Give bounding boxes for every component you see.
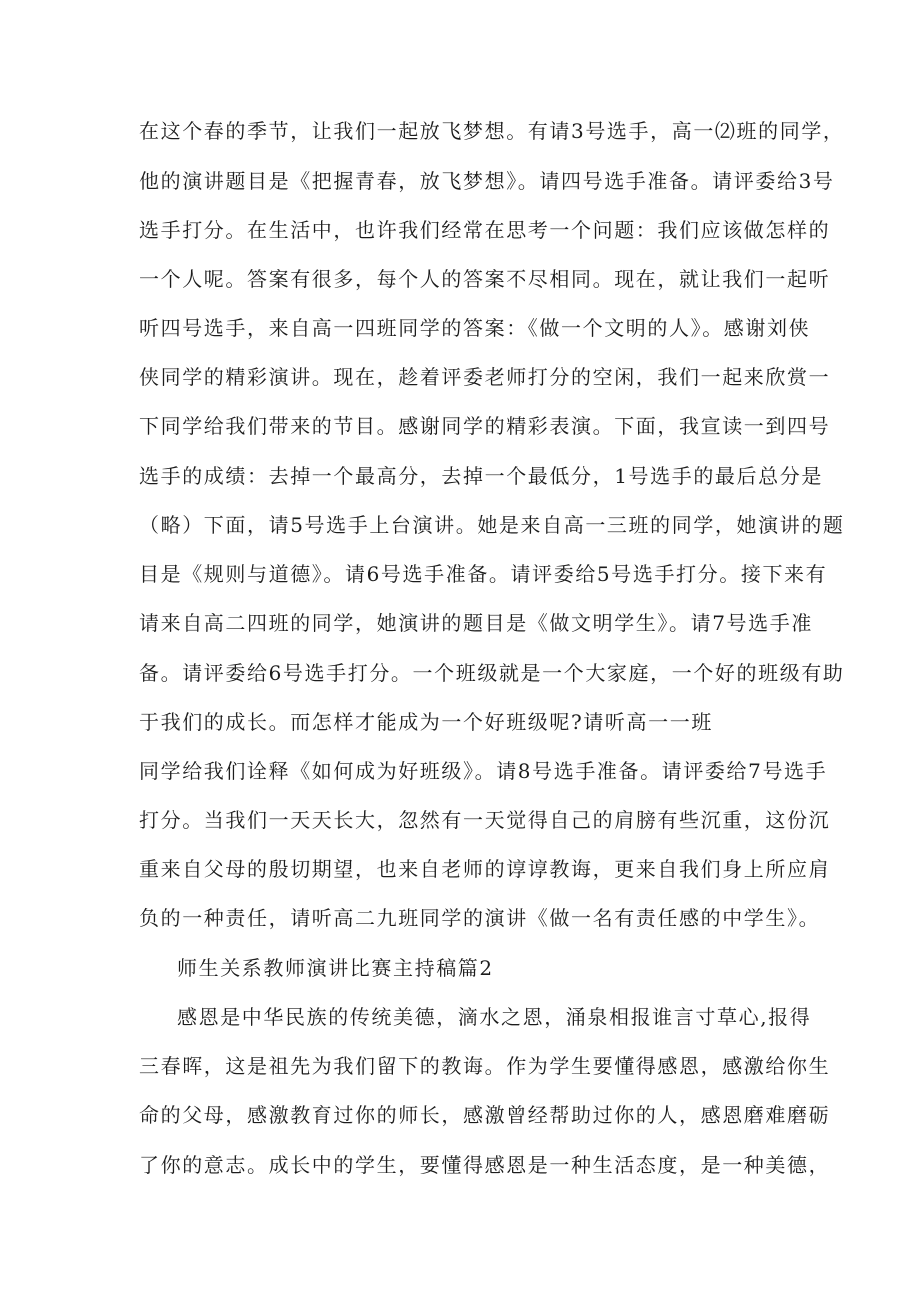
text-line: 下同学给我们带来的节目。感谢同学的精彩表演。下面，我宣读一到四号: [139, 414, 831, 438]
text-line: 选手打分。在生活中，也许我们经常在思考一个问题：我们应该做怎样的: [139, 218, 831, 242]
text-line: 感恩是中华民族的传统美德，滴水之恩，涌泉相报谁言寸草心,报得: [177, 1005, 812, 1029]
text-line: 同学给我们诠释《如何成为好班级》。请8号选手准备。请评委给7号选手: [139, 759, 828, 783]
text-line: 打分。当我们一天天长大，忽然有一天觉得自己的肩膀有些沉重，这份沉: [139, 808, 831, 832]
text-line: 备。请评委给6号选手打分。一个班级就是一个大家庭，一个好的班级有助: [139, 661, 845, 685]
text-line: 重来自父母的殷切期望，也来自老师的谆谆教诲，更来自我们身上所应肩: [139, 857, 831, 881]
section-heading: 师生关系教师演讲比赛主持稿篇2: [177, 956, 494, 980]
text-line: 目是《规则与道德》。请6号选手准备。请评委给5号选手打分。接下来有: [139, 562, 828, 586]
text-line: 在这个春的季节，让我们一起放飞梦想。有请3号选手，高一⑵班的同学，: [139, 119, 845, 143]
text-line: 于我们的成长。而怎样才能成为一个好班级呢?请听高一一班: [139, 710, 713, 734]
text-line: （略）下面，请5号选手上台演讲。她是来自高一三班的同学，她演讲的题: [139, 513, 845, 537]
text-line: 他的演讲题目是《把握青春，放飞梦想》。请四号选手准备。请评委给3号: [139, 169, 835, 193]
text-line: 侠同学的精彩演讲。现在，趁着评委老师打分的空闲，我们一起来欣赏一: [139, 365, 831, 389]
text-line: 命的父母，感激教育过你的师长，感激曾经帮助过你的人，感恩磨难磨砺: [139, 1103, 831, 1127]
text-line: 负的一种责任，请听高二九班同学的演讲《做一名有责任感的中学生》。: [139, 906, 821, 930]
text-line: 一个人呢。答案有很多，每个人的答案不尽相同。现在，就让我们一起听: [139, 267, 831, 291]
text-line: 选手的成绩：去掉一个最高分，去掉一个最低分，1号选手的最后总分是: [139, 464, 823, 488]
text-line: 了你的意志。成长中的学生，要懂得感恩是一种生活态度，是一种美德，: [139, 1153, 831, 1177]
text-line: 请来自高二四班的同学，她演讲的题目是《做文明学生》。请7号选手准: [139, 611, 813, 635]
text-line: 三春晖，这是祖先为我们留下的教诲。作为学生要懂得感恩，感激给你生: [139, 1054, 831, 1078]
text-line: 听四号选手，来自高一四班同学的答案：《做一个文明的人》。感谢刘侠: [139, 316, 811, 340]
